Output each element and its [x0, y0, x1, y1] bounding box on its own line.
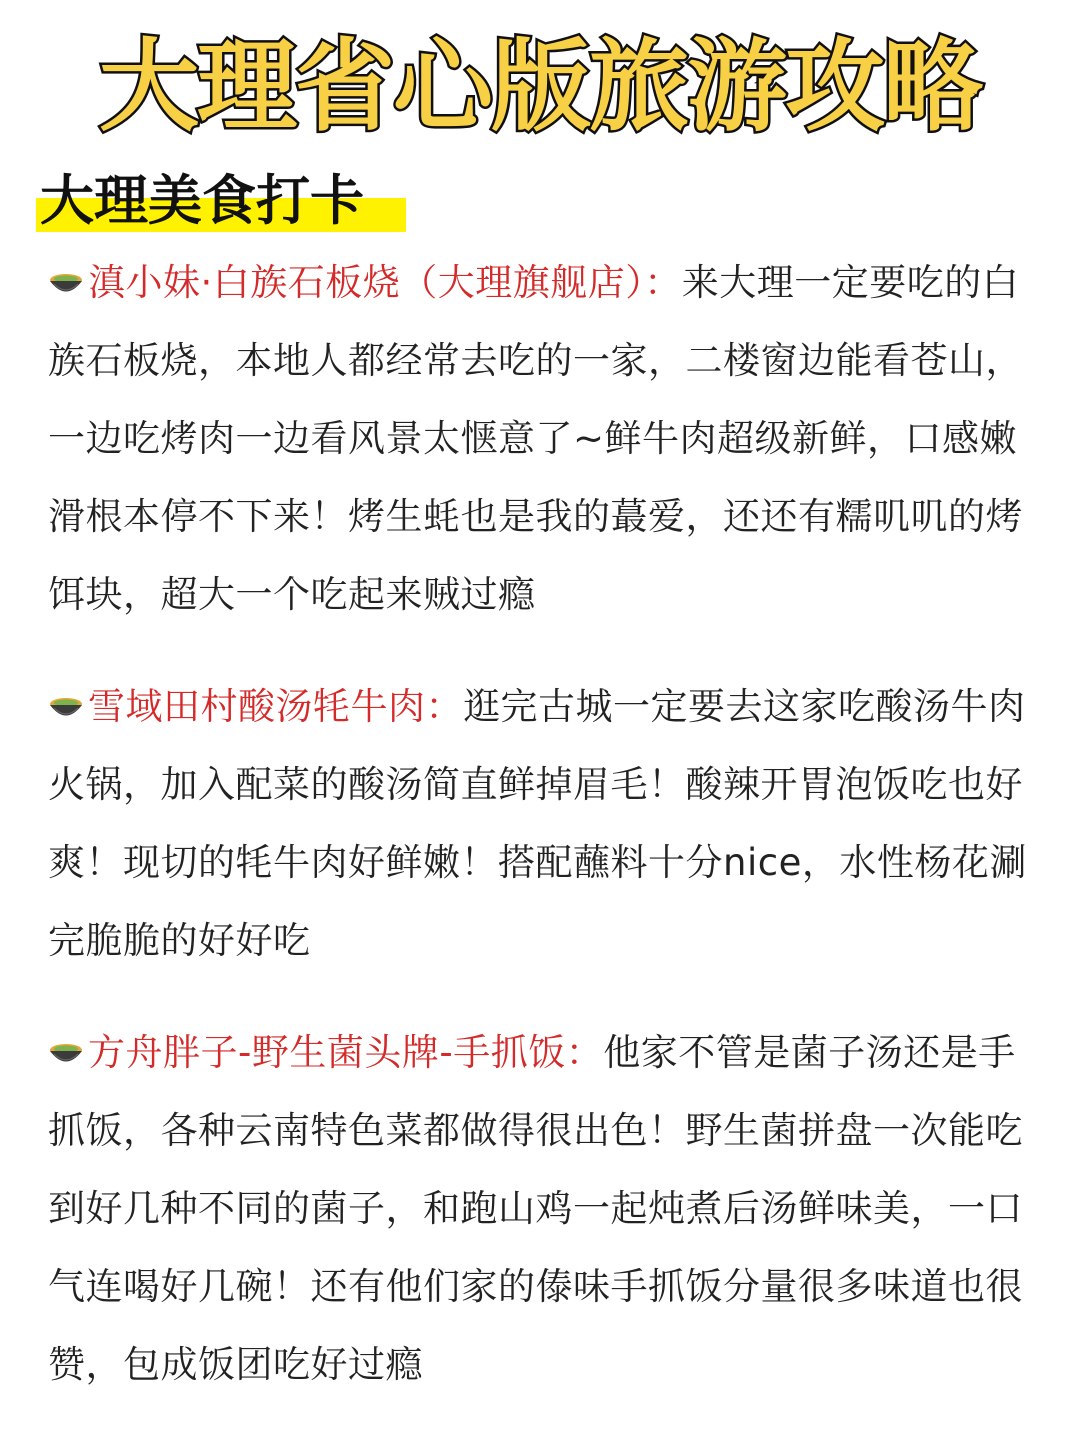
food-entry [48, 1014, 1038, 1404]
food-bowl-icon [48, 268, 84, 298]
food-entry [48, 668, 1038, 980]
page-title: 大理省心版旅游攻略 [99, 28, 981, 145]
section-heading-block [36, 168, 364, 238]
restaurant-name: 滇小妹·白族石板烧（大理旗舰店）： [88, 261, 682, 304]
food-bowl-icon [48, 692, 84, 722]
food-bowl-icon [48, 1038, 84, 1068]
restaurant-name: 方舟胖子-野生菌头牌-手抓饭： [88, 1031, 604, 1074]
section-heading: 大理美食打卡 [40, 169, 364, 232]
entry-description: 逛完古城一定要去这家吃酸汤牛肉火锅，加入配菜的酸汤简直鲜掉眉毛！酸辣开胃泡饭吃也好爽！现切的牦牛肉好鲜嫩！搭配蘸料十分nice，水性杨花涮完脆脆的好好吃 [48, 685, 1027, 962]
restaurant-name: 雪域田村酸汤牦牛肉： [88, 685, 463, 728]
entry-description: 他家不管是菌子汤还是手抓饭，各种云南特色菜都做得很出色！野生菌拼盘一次能吃到好几种不同的菌子，和跑山鸡一起炖煮后汤鲜味美，一口气连喝好几碗！还有他们家的傣味手抓饭分量很多味道也很赞，包成饭团吃好过瘾 [48, 1031, 1023, 1386]
entry-description: 来大理一定要吃的白族石板烧，本地人都经常去吃的一家，二楼窗边能看苍山，一边吃烤肉一边看风景太惬意了~鲜牛肉超级新鲜，口感嫩滑根本停不下来！烤生蚝也是我的蕞爱，还还有糯叽叽的烤饵块，超大一个吃起来贼过瘾 [48, 261, 1023, 616]
food-entry [48, 244, 1038, 634]
